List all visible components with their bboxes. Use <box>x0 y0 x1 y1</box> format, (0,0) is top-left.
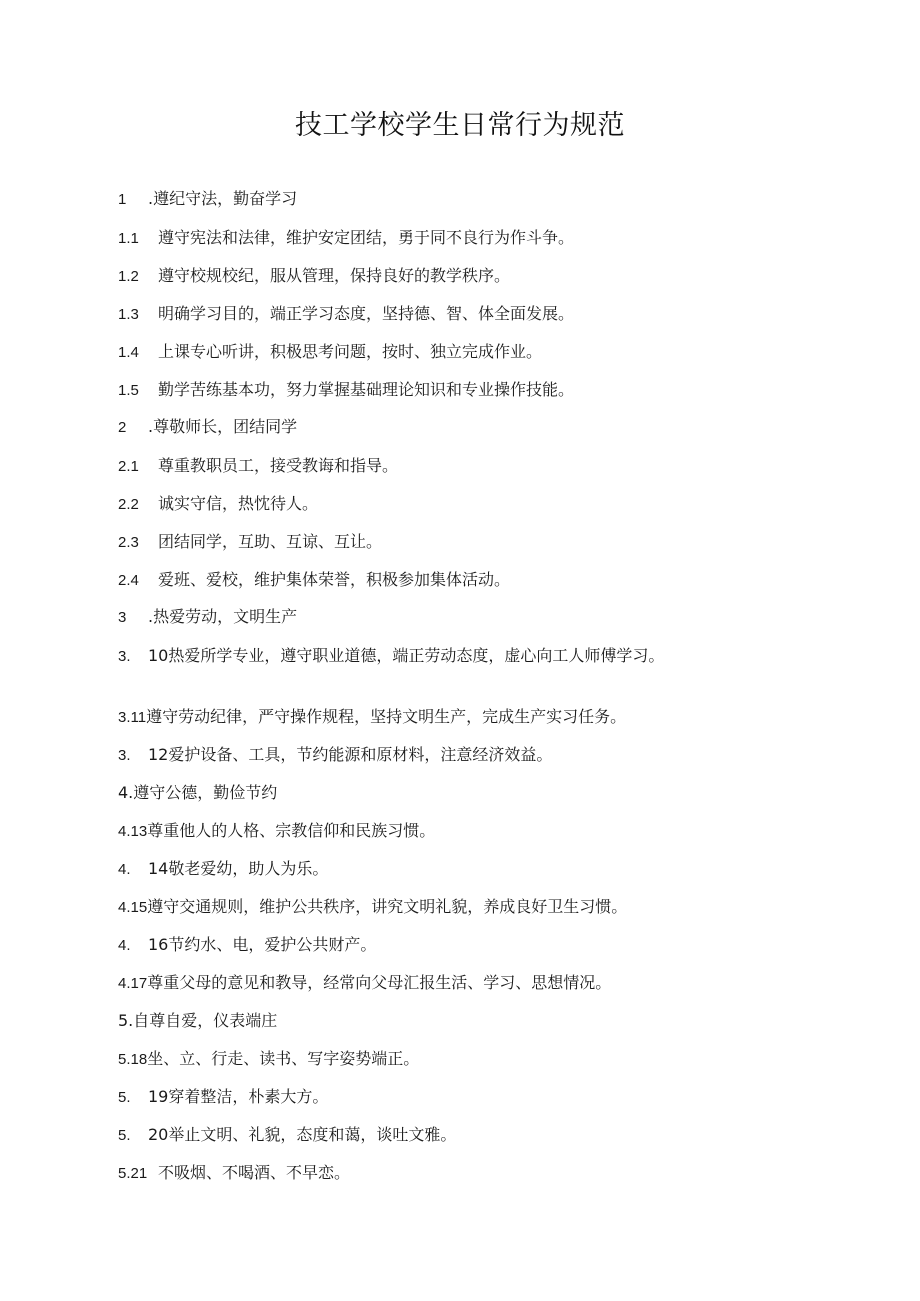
rule-item <box>118 645 718 668</box>
rule-text: 10热爱所学专业，遵守职业道德，端正劳动态度，虚心向工人师傅学习。 <box>148 646 665 665</box>
rule-text: 16节约水、电，爱护公共财产。 <box>148 935 377 954</box>
rule-item <box>118 896 627 919</box>
rule-number: 1.4 <box>118 344 139 361</box>
rule-number: 4.13 <box>118 823 148 840</box>
rule-item <box>118 1124 456 1147</box>
rule-text: 尊重教职员工，接受教诲和指导。 <box>158 456 399 475</box>
rule-number: 1.5 <box>118 382 139 399</box>
rule-number: 5. <box>118 1127 131 1144</box>
rule-text: 不吸烟、不喝酒、不早恋。 <box>158 1163 351 1182</box>
section-text: .遵纪守法，勤奋学习 <box>148 189 298 208</box>
rule-item <box>118 1086 328 1109</box>
rule-text: 12爱护设备、工具，节约能源和原材料，注意经济效益。 <box>148 745 553 764</box>
section-heading <box>118 782 277 804</box>
rule-item <box>118 227 574 250</box>
rule-text: 遵守交通规则，维护公共秩序，讲究文明礼貌，养成良好卫生习惯。 <box>147 897 628 916</box>
rule-number: 2.2 <box>118 496 139 513</box>
rule-number: 5. <box>118 1089 131 1106</box>
rule-number: 3. <box>118 747 131 764</box>
rule-number: 4.17 <box>118 975 148 992</box>
rule-text: 14敬老爱幼，助人为乐。 <box>148 859 329 878</box>
rule-item <box>118 303 574 326</box>
section-number: 3 <box>118 609 127 626</box>
rule-item <box>118 379 574 402</box>
rule-item <box>118 820 435 843</box>
rule-number: 5.18 <box>118 1051 148 1068</box>
rule-text: 遵守劳动纪律，严守操作规程，坚持文明生产，完成生产实习任务。 <box>146 707 627 726</box>
rule-item <box>118 455 398 478</box>
section-number: 2 <box>118 419 127 436</box>
rule-number: 2.4 <box>118 572 139 589</box>
rule-text: 团结同学，互助、互谅、互让。 <box>158 532 383 551</box>
section-text: 4.遵守公德，勤俭节约 <box>118 783 278 802</box>
rule-text: 诚实守信，热忱待人。 <box>158 494 319 513</box>
rule-text: 20举止文明、礼貌，态度和蔼，谈吐文雅。 <box>148 1125 457 1144</box>
section-heading <box>118 416 297 439</box>
rule-number: 4. <box>118 937 131 954</box>
rule-number: 2.3 <box>118 534 139 551</box>
rule-text: 明确学习目的，端正学习态度，坚持德、智、体全面发展。 <box>158 304 575 323</box>
rule-text: 勤学苦练基本功，努力掌握基础理论知识和专业操作技能。 <box>158 380 575 399</box>
rule-item <box>118 341 542 364</box>
document-title: 技工学校学生日常行为规范 <box>295 110 625 141</box>
rule-item <box>118 569 510 592</box>
rule-item <box>118 531 382 554</box>
rule-item <box>118 972 611 995</box>
rule-number: 1.2 <box>118 268 139 285</box>
rule-text: 遵守校规校纪，服从管理，保持良好的教学秩序。 <box>158 266 511 285</box>
rule-item <box>118 1162 350 1185</box>
rule-item <box>118 934 376 957</box>
rule-number: 1.1 <box>118 230 139 247</box>
rule-item <box>118 744 552 767</box>
rule-item <box>118 706 626 729</box>
rule-text: 19穿着整洁，朴素大方。 <box>148 1087 329 1106</box>
section-text: .尊敬师长，团结同学 <box>148 417 298 436</box>
rule-item <box>118 1048 419 1071</box>
rule-number: 4. <box>118 861 131 878</box>
rule-text: 坐、立、行走、读书、写字姿势端正。 <box>147 1049 420 1068</box>
rule-number: 4.15 <box>118 899 148 916</box>
rule-text: 爱班、爱校，维护集体荣誉，积极参加集体活动。 <box>158 570 511 589</box>
rule-text: 遵守宪法和法律，维护安定团结，勇于同不良行为作斗争。 <box>158 228 575 247</box>
rule-item <box>118 265 510 288</box>
rule-number: 3. <box>118 648 131 665</box>
section-text: 5.自尊自爱，仪表端庄 <box>118 1011 278 1030</box>
rule-text: 上课专心听讲，积极思考问题，按时、独立完成作业。 <box>158 342 543 361</box>
rule-item <box>118 493 318 516</box>
rule-number: 3.11 <box>118 709 147 726</box>
section-text: .热爱劳动，文明生产 <box>148 607 298 626</box>
rule-number: 2.1 <box>118 458 139 475</box>
section-number: 1 <box>118 191 127 208</box>
rule-text: 尊重父母的意见和教导，经常向父母汇报生活、学习、思想情况。 <box>147 973 612 992</box>
rule-item <box>118 858 328 881</box>
rule-text: 尊重他人的人格、宗教信仰和民族习惯。 <box>147 821 436 840</box>
rule-number: 1.3 <box>118 306 139 323</box>
section-heading <box>118 606 297 629</box>
section-heading <box>118 188 297 211</box>
section-heading <box>118 1010 277 1032</box>
rule-number: 5.21 <box>118 1165 148 1182</box>
